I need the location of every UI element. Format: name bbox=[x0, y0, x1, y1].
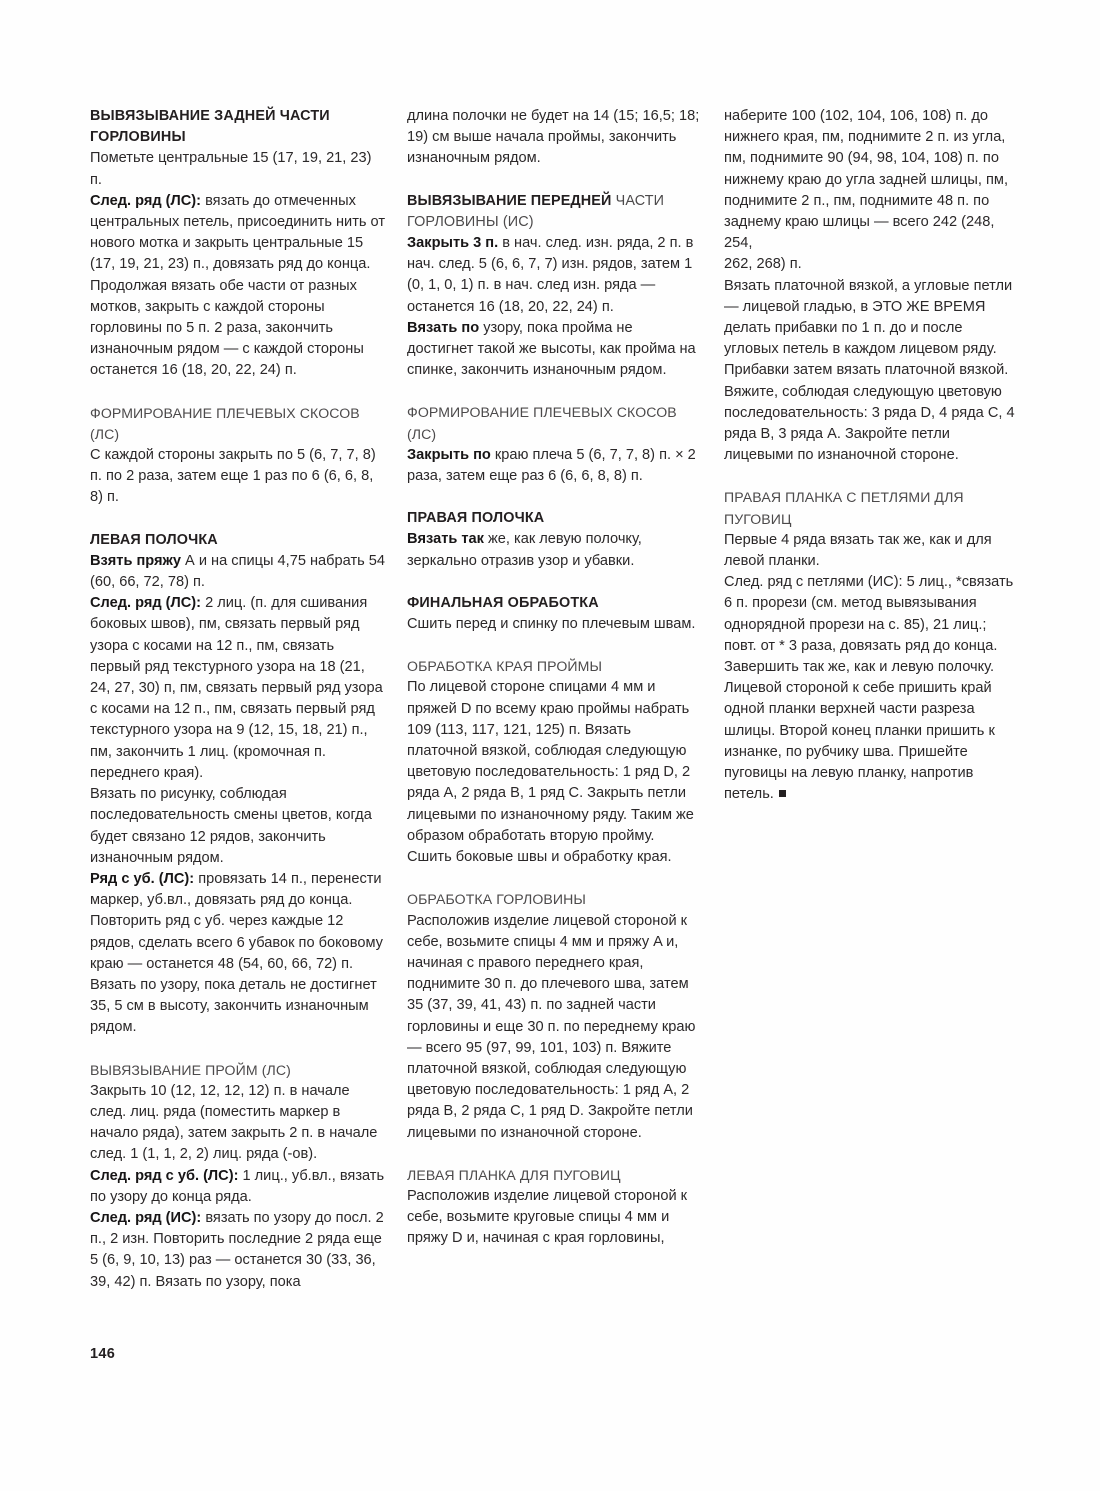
paragraph bbox=[407, 529, 703, 571]
paragraph bbox=[90, 1208, 386, 1293]
paragraph-text: наберите 100 (102, 104, 106, 108) п. до нижнего края, пм, поднимите 2 п. из угла, пм, поднимите 90 (94, 98, 104, 108) п. по нижнему краю до угла задней шлицы, пм, поднимите 2 п., пм, поднимите 48 п. по заднему краю шлицы — всего 242 (248, 254, bbox=[724, 108, 1009, 252]
paragraph bbox=[90, 148, 386, 190]
text-columns bbox=[90, 106, 1020, 1293]
paragraph-text: Вязать по рисунку, соблюдая последовательность смены цветов, когда будет связано 12 рядов, закончить изнаночным рядом. bbox=[90, 786, 372, 866]
paragraph bbox=[90, 869, 386, 1039]
paragraph-lead-in: Закрыть 3 п. bbox=[407, 235, 499, 252]
subsection-heading: ОБРАБОТКА КРАЯ ПРОЙМЫ bbox=[407, 658, 603, 675]
paragraph-spacer bbox=[407, 1144, 703, 1165]
paragraph-lead-in: Ряд с уб. (ЛС): bbox=[90, 870, 195, 887]
article-end-marker-icon bbox=[779, 790, 786, 797]
subsection-heading: ФОРМИРОВАНИЕ ПЛЕЧЕВЫХ СКОСОВ (ЛС) bbox=[407, 404, 677, 442]
paragraph-text: вязать до отмеченных центральных петель, присоединить нить от нового мотка и закрыть центральные 15 (17, 19, 21, 23) п., довязать ряд до конца. Продолжая вязать обе части от разных мотков, закрыть с каждой стороны горловины по 5 п. 2 раза, закончить изнаночным рядом — с каждой стороны останется 16 (18, 20, 22, 24) п. bbox=[90, 192, 386, 379]
paragraph bbox=[90, 784, 386, 869]
paragraph bbox=[407, 318, 703, 382]
paragraph bbox=[407, 1186, 703, 1250]
heading-bold-part: ВЫВЯЗЫВАНИЕ ПЕРЕДНЕЙ bbox=[407, 192, 616, 209]
paragraph-lead-in: Закрыть по bbox=[407, 446, 491, 463]
paragraph bbox=[90, 191, 386, 382]
paragraph-text: Пометьте центральные 15 (17, 19, 21, 23) п. bbox=[90, 150, 372, 188]
paragraph bbox=[407, 911, 703, 1144]
paragraph-spacer bbox=[724, 466, 1020, 487]
subsection-heading: ФОРМИРОВАНИЕ ПЛЕЧЕВЫХ СКОСОВ (ЛС) bbox=[90, 404, 360, 442]
paragraph-spacer bbox=[407, 868, 703, 889]
paragraph-lead-in: След. ряд с уб. (ЛС): bbox=[90, 1167, 239, 1184]
column-1 bbox=[90, 106, 386, 1293]
paragraph-text: Расположив изделие лицевой стороной к себе, возьмите спицы 4 мм и пряжу A и, начиная с правого переднего края, поднимите 30 п. до плечевого шва, затем 35 (37, 39, 41, 43) п. по задней части горловины и еще 30 п. по переднему краю — всего 95 (97, 99, 101, 103) п. Вяжите платочной вязкой, соблюдая следующую цветовую последовательность: 1 ряд A, 2 ряда B, 2 ряда C, 1 ряд D. Закройте петли лицевыми по изнаночной стороне. bbox=[407, 912, 696, 1141]
paragraph-spacer bbox=[407, 381, 703, 402]
section-heading: ФИНАЛЬНАЯ ОБРАБОТКА bbox=[407, 594, 599, 611]
paragraph-spacer bbox=[407, 170, 703, 191]
paragraph-spacer bbox=[90, 382, 386, 403]
paragraph-lead-in: Вязать по bbox=[407, 319, 480, 336]
page-number: 146 bbox=[90, 1346, 116, 1362]
paragraph-spacer bbox=[90, 1039, 386, 1060]
paragraph bbox=[724, 254, 1020, 275]
paragraph-text: 1 лиц., уб.вл., вязать по узору до конца ряда. bbox=[90, 1167, 385, 1205]
paragraph bbox=[90, 445, 386, 509]
section-heading: ВЫВЯЗЫВАНИЕ ЗАДНЕЙ ЧАСТИ ГОРЛОВИНЫ bbox=[90, 108, 330, 146]
section-heading-mixed bbox=[407, 191, 703, 233]
paragraph-text: узору, пока пройма не достигнет такой же высоты, как пройма на спинке, закончить изнаночным рядом. bbox=[407, 319, 696, 379]
subsection-heading: ЛЕВАЯ ПЛАНКА ДЛЯ ПУГОВИЦ bbox=[407, 1166, 621, 1183]
paragraph bbox=[724, 106, 1020, 254]
paragraph-text: Вязать платочной вязкой, а угловые петли — лицевой гладью, в ЭТО ЖЕ ВРЕМЯ делать прибавки по 1 п. до и после угловых петель в каждом лицевом ряду. Прибавки затем вязать платочной вязкой. bbox=[724, 277, 1013, 379]
subsection-heading: ВЫВЯЗЫВАНИЕ ПРОЙМ (ЛС) bbox=[90, 1061, 291, 1078]
paragraph bbox=[407, 233, 703, 318]
paragraph-text: Сшить перед и спинку по плечевым швам. bbox=[407, 616, 696, 633]
paragraph-text: Расположив изделие лицевой стороной к себе, возьмите круговые спицы 4 мм и пряжу D и, начиная с края горловины, bbox=[407, 1187, 688, 1247]
paragraph bbox=[90, 551, 386, 593]
paragraph-spacer bbox=[407, 572, 703, 593]
paragraph bbox=[407, 445, 703, 487]
paragraph-lead-in: След. ряд (ИС): bbox=[90, 1209, 202, 1226]
paragraph bbox=[724, 276, 1020, 382]
paragraph-lead-in: Взять пряжу bbox=[90, 552, 181, 569]
paragraph-text: провязать 14 п., перенести маркер, уб.вл., довязать ряд до конца. Повторить ряд с уб. через каждые 12 рядов, сделать всего 6 убавок по боковому краю — останется 48 (54, 60, 66, 72) п. Вязать по узору, пока деталь не достигнет 35, 5 см в высоту, закончить изнаночным рядом. bbox=[90, 870, 383, 1036]
paragraph-text: Вяжите, соблюдая следующую цветовую последовательность: 3 ряда D, 4 ряда C, 4 ряда B, 3 ряда A. Закройте петли лицевыми по изнаночной стороне. bbox=[724, 383, 1015, 464]
paragraph-text: Первые 4 ряда вязать так же, как и для левой планки. bbox=[724, 531, 992, 570]
paragraph-text: Закрыть 10 (12, 12, 12, 12) п. в начале след. лиц. ряда (поместить маркер в начало ряда), затем закрыть 2 п. в начале след. 1 (1, 1, 2, 2) лиц. ряда (-ов). bbox=[90, 1082, 378, 1163]
column-2 bbox=[407, 106, 703, 1250]
paragraph bbox=[407, 106, 703, 170]
paragraph bbox=[724, 530, 1020, 572]
paragraph-spacer bbox=[407, 635, 703, 656]
paragraph bbox=[407, 614, 703, 635]
paragraph-text: След. ряд с петлями (ИС): 5 лиц., *связать 6 п. прорези (см. метод вывязывания однорядной прорези на с. 85), 21 лиц.; повт. от * 3 раза, довязать ряд до конца. Завершить так же, как и левую полочку. Лицевой стороной к себе пришить край одной планки верхней части разреза шлицы. Второй конец планки пришить к изнанке, по рубчику шва. Пришейте пуговицы на левую планку, напротив петель. bbox=[724, 574, 1014, 803]
heading-light-part: ЧАСТИ ГОРЛОВИНЫ (ИС) bbox=[407, 192, 665, 230]
section-heading: ПРАВАЯ ПОЛОЧКА bbox=[407, 510, 545, 527]
paragraph-text: длина полочки не будет на 14 (15; 16,5; 18; 19) см выше начала проймы, закончить изнаночным рядом. bbox=[407, 108, 700, 167]
paragraph bbox=[724, 382, 1020, 467]
column-3 bbox=[724, 106, 1020, 806]
paragraph-lead-in: Вязать так bbox=[407, 531, 484, 548]
paragraph-lead-in: След. ряд (ЛС): bbox=[90, 192, 202, 209]
paragraph-text: 2 лиц. (п. для сшивания боковых швов), пм, связать первый ряд узора с косами на 12 п., пм, связать первый ряд текстурного узора на 18 (21, 24, 27, 30) п, пм, связать первый ряд узора с косами на 12 п., пм, связать первый ряд текстурного узора на 9 (12, 15, 18, 21) п., пм, закончить 1 лиц. (кромочная п. переднего края). bbox=[90, 595, 383, 781]
section-heading: ЛЕВАЯ ПОЛОЧКА bbox=[90, 531, 218, 548]
paragraph-text: вязать по узору до посл. 2 п., 2 изн. Повторить последние 2 ряда еще 5 (6, 9, 10, 13) раз — останется 30 (33, 36, 39, 42) п. Вязать по узору, пока bbox=[90, 1209, 384, 1290]
subsection-heading: ОБРАБОТКА ГОРЛОВИНЫ bbox=[407, 891, 586, 908]
paragraph bbox=[90, 1081, 386, 1166]
paragraph-text: же, как левую полочку, зеркально отразив узор и убавки. bbox=[407, 531, 642, 569]
paragraph-spacer bbox=[90, 509, 386, 530]
paragraph-spacer bbox=[407, 487, 703, 508]
paragraph-lead-in: След. ряд (ЛС): bbox=[90, 595, 202, 612]
paragraph-text: А и на спицы 4,75 набрать 54 (60, 66, 72, 78) п. bbox=[90, 552, 386, 591]
subsection-heading: ПРАВАЯ ПЛАНКА С ПЕТЛЯМИ ДЛЯ ПУГОВИЦ bbox=[724, 489, 964, 527]
paragraph-text: С каждой стороны закрыть по 5 (6, 7, 7, 8) п. по 2 раза, затем еще 1 раз по 6 (6, 6, 8, 8) п. bbox=[90, 447, 376, 506]
paragraph bbox=[90, 593, 386, 784]
paragraph-text: По лицевой стороне спицами 4 мм и пряжей D по всему краю проймы набрать 109 (113, 117, 121, 125) п. Вязать платочной вязкой, соблюдая следующую цветовую последовательность: 1 ряд D, 2 ряда A, 2 ряда B, 1 ряд C. Закрыть петли лицевыми по изнаночному ряду. Таким же образом обработать вторую пройму. Сшить боковые швы и обработку края. bbox=[407, 679, 694, 866]
paragraph-text: в нач. след. изн. ряда, 2 п. в нач. след. 5 (6, 6, 7, 7) изн. рядов, затем 1 (0, 1, 0, 1) п. в нач. след изн. ряда — останется 16 (18, 20, 22, 24) п. bbox=[407, 235, 694, 315]
paragraph-text: 262, 268) п. bbox=[724, 256, 802, 273]
paragraph bbox=[90, 1166, 386, 1208]
paragraph-text: краю плеча 5 (6, 7, 7, 8) п. × 2 раза, затем еще раз 6 (6, 6, 8, 8) п. bbox=[407, 446, 696, 485]
paragraph bbox=[407, 677, 703, 868]
paragraph bbox=[724, 572, 1020, 805]
